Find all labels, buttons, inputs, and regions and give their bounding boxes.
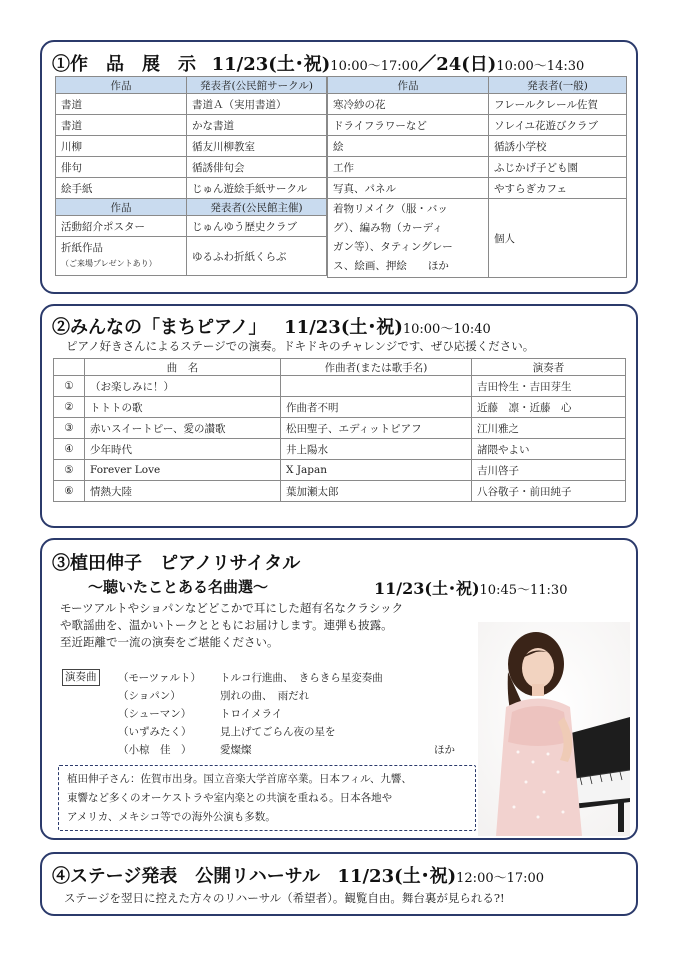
table-row: 書道 かな書道 (56, 115, 327, 136)
col-composer: 作曲者(または歌手名) (281, 359, 472, 376)
list-item: （シューマン） トロイメライ (118, 708, 283, 720)
performer-bio: 植田伸子さん：佐賀市出身。国立音楽大学首席卒業。日本フィル、九響、 東響など多くのオーケストラや室内楽との共演を重ねる。日本各地や アメリカ、メキシコ等での海外公演も多数。 (58, 765, 476, 831)
table-row: 書道 書道Ａ（実用書道） (56, 94, 327, 115)
rehearsal-title: ④ステージ発表 公開リハーサル 11/23(土･祝)12:00～17:00 (52, 866, 545, 887)
exhibition-table-left (55, 76, 327, 276)
col-exhibitor-circle: 発表者(公民館サークル) (187, 77, 327, 94)
col-work-host: 作品 (56, 199, 187, 216)
table-row: ① （お楽しみに！） 吉田怜生・吉田芽生 (54, 376, 626, 397)
recital-description: モーツアルトやショパンなどどこかで耳にした超有名なクラシック や歌謡曲を、温かいトークとともにお届けします。連弾も披露。 至近距離で一流の演奏をご堪能ください。 (60, 601, 404, 649)
table-row: 絵手紙 じゅん遊絵手紙サークル (56, 178, 327, 199)
list-item: （いずみたく） 見上げてごらん夜の星を (118, 726, 336, 738)
recital-date: 11/23(土･祝)10:45～11:30 (374, 579, 568, 598)
recital-title: ③植田伸子 ピアノリサイタル (52, 553, 301, 574)
table-row: ④ 少年時代 井上陽水 諸隈やよい (54, 439, 626, 460)
table-row: 寒冷紗の花 フレールクレール佐賀 (328, 94, 627, 115)
table-row: ② トトトの歌 作曲者不明 近藤 凛・近藤 心 (54, 397, 626, 418)
col-exhibitor-host: 発表者(公民館主催) (187, 199, 327, 216)
col-exhibitor-general: 発表者(一般) (489, 77, 627, 94)
table-row: 折紙作品 （ご来場プレゼントあり） ゆるふわ折紙くらぶ (56, 237, 327, 276)
machi-piano-title: ②みんなの「まちピアノ」 11/23(土･祝)10:00～10:40 (52, 317, 491, 338)
col-work2: 作品 (328, 77, 489, 94)
performer-photo (478, 622, 630, 836)
list-item: （モーツァルト） トルコ行進曲、 きらきら星変奏曲 (118, 672, 383, 684)
list-item: （小椋 佳 ） 愛燦燦 (118, 744, 252, 756)
table-row: 写真、パネル やすらぎカフェ (328, 178, 627, 199)
recital-subtitle: ～聴いたことある名曲選～ (88, 578, 269, 596)
table-row: ⑤ Forever Love X Japan 吉川啓子 (54, 460, 626, 481)
col-work: 作品 (56, 77, 187, 94)
table-row: 川柳 循友川柳教室 (56, 136, 327, 157)
table-row: 活動紹介ポスター じゅんゆう歴史クラブ (56, 216, 327, 237)
list-item: （ショパン） 別れの曲、 雨だれ (118, 690, 310, 702)
table-row: ドライフラワーなど ソレイユ花遊びクラブ (328, 115, 627, 136)
rehearsal-description: ステージを翌日に控えた方々のリハーサル（希望者）。観覧自由。舞台裏が見られる?! (64, 891, 505, 905)
exhibition-title: ①作 品 展 示 11/23(土･祝)10:00～17:00／24(日)10:00～14:30 (52, 54, 585, 75)
table-row: 絵 循誘小学校 (328, 136, 627, 157)
table-row: 俳句 循誘俳句会 (56, 157, 327, 178)
machi-piano-intro: ピアノ好きさんによるステージでの演奏。ドキドキのチャレンジです、ぜひ応援ください。 (66, 339, 535, 353)
col-song: 曲 名 (85, 359, 281, 376)
program-label: 演奏曲 (62, 669, 100, 686)
machi-piano-table (53, 358, 626, 502)
col-performer: 演奏者 (472, 359, 626, 376)
table-row: ⑥ 情熱大陸 葉加瀬太郎 八谷敬子・前田純子 (54, 481, 626, 502)
exhibition-table-right (327, 76, 627, 278)
table-row: ③ 赤いスイートピー、愛の讃歌 松田聖子、エディットピアフ 江川雅之 (54, 418, 626, 439)
table-row: 工作 ふじかげ子ども園 (328, 157, 627, 178)
table-row: 着物リメイク（服・バッ グ）、編み物（カーディ ガン等）、タティングレー ス、絵画、押絵 ほか 個人 (328, 199, 627, 278)
